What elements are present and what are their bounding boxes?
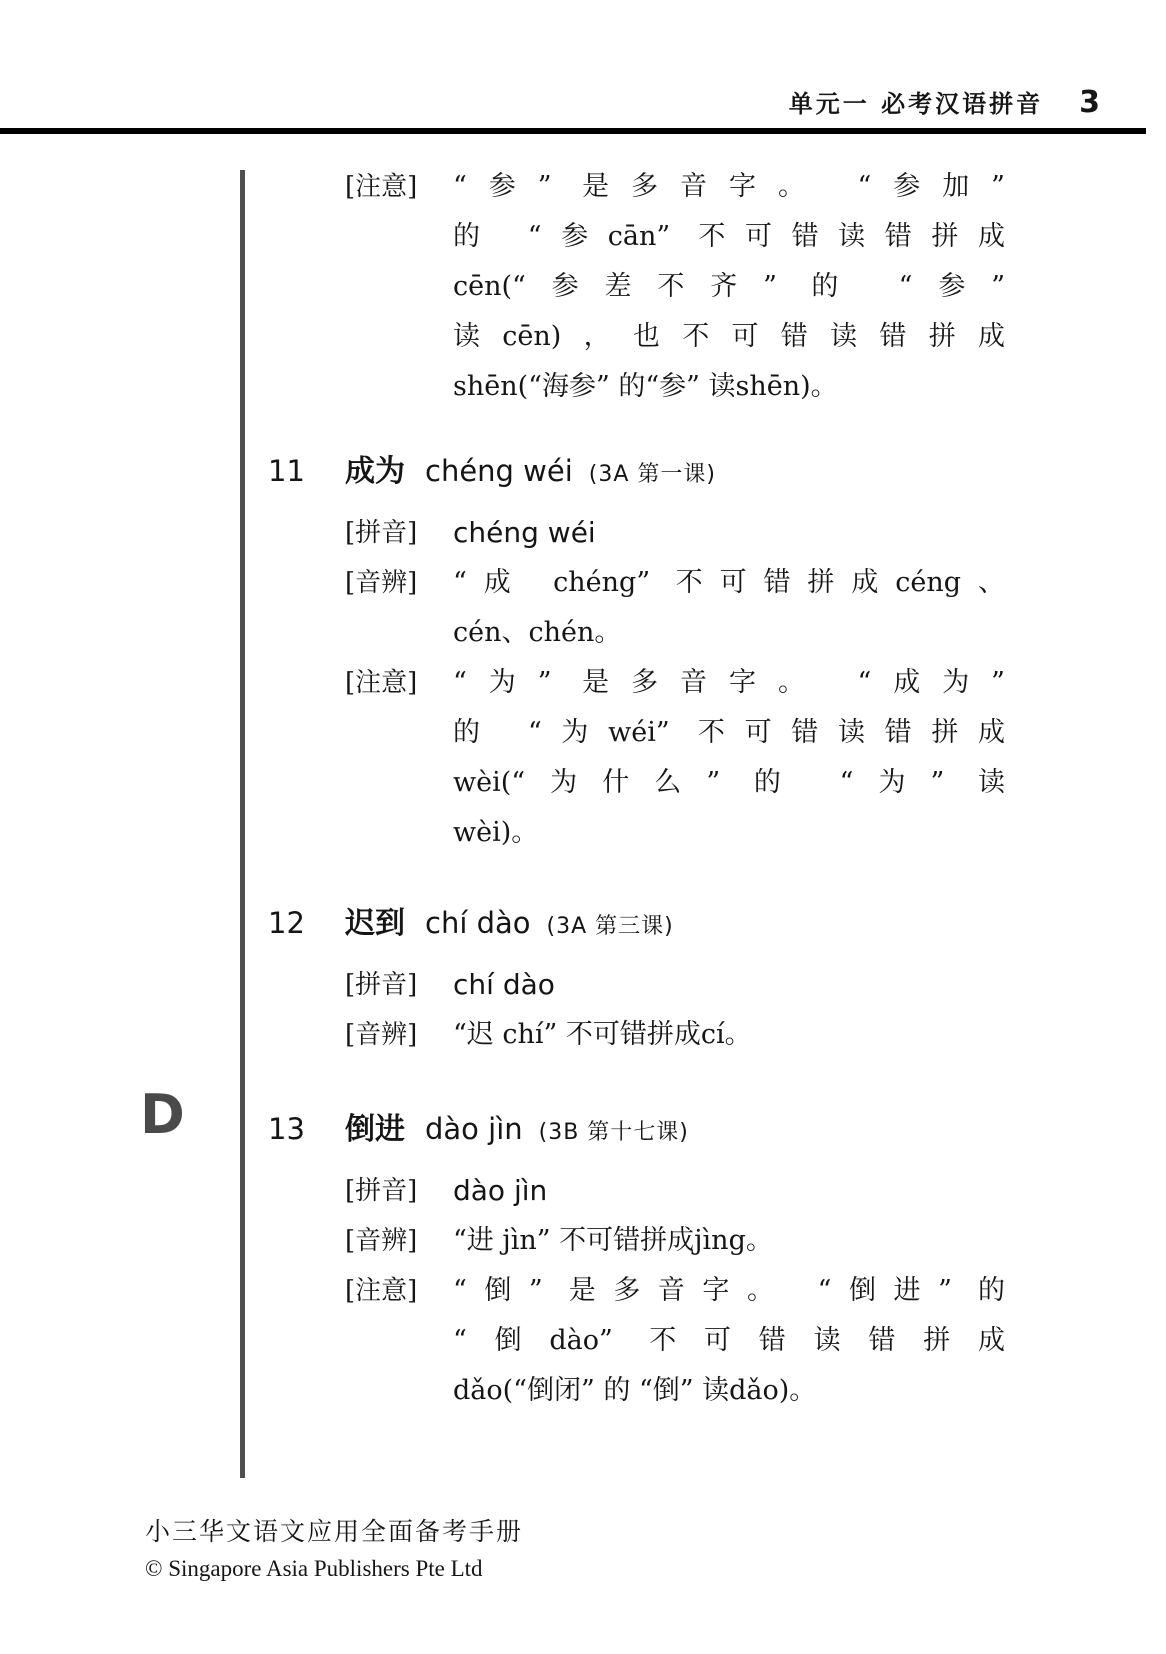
entry-pinyin: dào jìn — [425, 1112, 523, 1146]
note-label: [注意] — [345, 668, 418, 698]
note-line: “为” 是多音字。 “成为” — [453, 667, 1005, 698]
note-line: 读cēn)，也不可错读错拼成 — [453, 321, 1005, 352]
entry-pinyin: chéng wéi — [425, 454, 573, 488]
note-line: dào jìn — [453, 1174, 548, 1207]
entry-13 — [268, 1104, 1005, 1416]
entry-11 — [268, 446, 1005, 858]
pinyin-note — [268, 960, 1005, 1010]
margin-rule — [240, 170, 245, 1478]
entry-lesson-ref: (3B 第十七课) — [538, 1120, 689, 1145]
note-lines — [453, 558, 1005, 658]
yinbian-note — [268, 1216, 1005, 1266]
note-label: [音辨] — [345, 568, 418, 598]
continuation-note — [268, 162, 1005, 412]
note-line: “倒” 是多音字。 “倒进” 的 — [453, 1275, 1005, 1306]
note-line: cén、chén。 — [453, 617, 622, 648]
entry-12 — [268, 898, 1005, 1060]
note-label: [拼音] — [345, 518, 418, 548]
note-lines — [453, 1216, 1005, 1266]
pinyin-note — [268, 508, 1005, 558]
entry-number: 11 — [268, 454, 305, 488]
note-line: dǎo(“倒闭” 的 “倒” 读dǎo)。 — [453, 1375, 817, 1406]
note-label: [拼音] — [345, 970, 418, 1000]
entry-title — [268, 1104, 1005, 1158]
page-header — [789, 84, 1100, 120]
note-line: chí dào — [453, 968, 555, 1001]
note-line: “倒dào” 不可错读错拼成 — [453, 1325, 1005, 1356]
entry-word: 迟到 — [345, 906, 405, 941]
note-line: “参” 是多音字。 “参加” — [453, 171, 1005, 202]
page-number: 3 — [1079, 85, 1100, 120]
footer-book-title: 小三华文语文应用全面备考手册 — [145, 1517, 524, 1546]
content — [268, 162, 1005, 1416]
header-rule — [0, 128, 1146, 134]
note-label: [注意] — [345, 172, 418, 202]
margin-letter: D — [140, 1083, 185, 1146]
note-lines — [453, 960, 1005, 1010]
entry-number: 12 — [268, 906, 305, 940]
section-title: 单元一 必考汉语拼音 — [788, 90, 1044, 118]
entry-lesson-ref: (3A 第一课) — [588, 462, 717, 487]
entry-title — [268, 898, 1005, 952]
note-line: “进 jìn” 不可错拼成jìng。 — [453, 1225, 773, 1256]
note-lines — [453, 1266, 1005, 1416]
note-label: [拼音] — [345, 1176, 418, 1206]
note-lines — [453, 508, 1005, 558]
note-label: [注意] — [345, 1276, 418, 1306]
entry-pinyin: chí dào — [425, 906, 531, 940]
note-lines — [453, 658, 1005, 858]
yinbian-note — [268, 1010, 1005, 1060]
note-line: shēn(“海参” 的“参” 读shēn)。 — [453, 371, 838, 402]
entry-word: 倒进 — [345, 1112, 405, 1147]
note-line: 的 “参cān” 不可错读错拼成 — [453, 221, 1005, 252]
zhuyi-note — [268, 1266, 1005, 1416]
entry-number: 13 — [268, 1112, 305, 1146]
note-label: [音辨] — [345, 1226, 418, 1256]
note-line: “成 chéng” 不可错拼成céng、 — [453, 567, 1005, 598]
entry-title — [268, 446, 1005, 500]
note-line: wèi)。 — [453, 817, 539, 848]
zhuyi-note — [268, 658, 1005, 858]
footer-copyright: © Singapore Asia Publishers Pte Ltd — [145, 1556, 483, 1581]
note-lines — [453, 1010, 1005, 1060]
note-line: “迟 chí” 不可错拼成cí。 — [453, 1019, 752, 1050]
yinbian-note — [268, 558, 1005, 658]
note-label: [音辨] — [345, 1020, 418, 1050]
entry-lesson-ref: (3A 第三课) — [546, 914, 674, 939]
pinyin-note — [268, 1166, 1005, 1216]
note-line: chéng wéi — [453, 516, 596, 549]
note-lines — [453, 162, 1005, 412]
entry-word: 成为 — [345, 454, 405, 489]
note-line: wèi(“为什么” 的 “为” 读 — [453, 767, 1005, 798]
note-line: cēn(“参差不齐” 的 “参” — [453, 271, 1005, 302]
note-lines — [453, 1166, 1005, 1216]
note-line: 的 “为wéi” 不可错读错拼成 — [453, 717, 1005, 748]
